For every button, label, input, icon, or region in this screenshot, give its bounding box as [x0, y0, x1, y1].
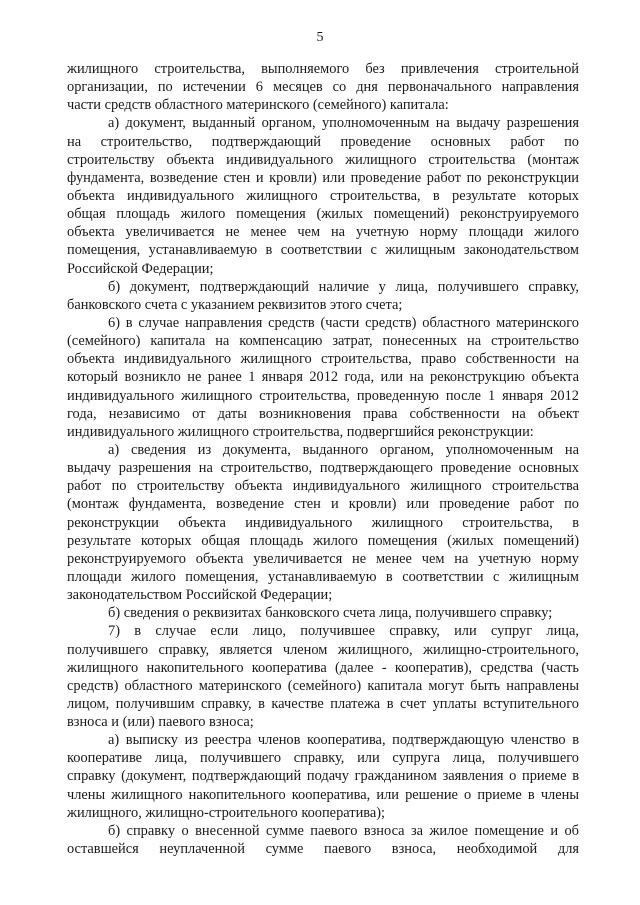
text-line: а) выписку из реестра членов кооператива, подтверждающую членство в: [108, 732, 579, 749]
text-line: члены жилищного накопительного кооператива, или решение о приеме в члены: [67, 786, 579, 803]
text-line: средств) областного материнского (семейного) капитала могут быть направлены: [67, 677, 579, 694]
text-line: реконструируемого объекта увеличивается не менее чем на учетную норму: [67, 550, 579, 567]
text-line: (монтаж фундамента, возведение стен и кровли) или проведение работ по: [67, 496, 579, 513]
text-line: работ по строительству объекта индивидуального жилищного строительства: [67, 478, 579, 495]
text-line: объекта увеличивается не менее чем на учетную норму площади жилого: [67, 224, 579, 241]
text-line: б) справку о внесенной сумме паевого взноса за жилое помещение и об: [108, 822, 579, 839]
text-line: фундамента, возведение стен и кровли) или проведение работ по реконструкции: [67, 169, 579, 186]
text-line: индивидуального жилищного строительства, подвергшийся реконструкции:: [67, 423, 534, 440]
text-line: а) документ, выданный органом, уполномоченным на выдачу разрешения: [108, 115, 579, 132]
text-line: лицом, получившим справку, в качестве платежа в счет уплаты вступительного: [67, 695, 579, 712]
text-line: объекта индивидуального жилищного строительства, в результате которых: [67, 187, 579, 204]
text-line: банковского счета с указанием реквизитов этого счета;: [67, 296, 403, 313]
text-line: оставшейся неуплаченной сумме паевого взноса, необходимой для: [67, 841, 579, 858]
text-line: индивидуального жилищного строительства, проведенную после 1 января 2012: [67, 387, 579, 404]
text-line: Российской Федерации;: [67, 260, 214, 277]
text-line: на строительство, подтверждающий проведение основных работ по: [67, 133, 579, 150]
document-body: [67, 60, 579, 858]
text-line: б) документ, подтверждающий наличие у лица, получившего справку,: [108, 278, 579, 295]
text-line: помещения, устанавливаемую в соответствии с жилищным законодательством: [67, 242, 579, 259]
text-line: справку (документ, подтверждающий подачу гражданином заявления о приеме в: [67, 768, 579, 785]
text-line: организации, по истечении 6 месяцев со дня первоначального направления: [67, 79, 579, 96]
text-line: жилищного накопительного кооператива (далее - кооператив), средства (часть: [67, 659, 579, 676]
page-number: 5: [316, 30, 324, 45]
text-line: общая площадь жилого помещения (жилых помещений) реконструируемого: [67, 206, 579, 223]
text-line: площади жилого помещения, устанавливаемую в соответствии с жилищным: [67, 568, 579, 585]
text-line: выдачу разрешения на строительство, подтверждающего проведение основных: [67, 460, 579, 477]
text-line: части средств областного материнского (семейного) капитала:: [67, 97, 449, 114]
text-line: года, независимо от даты возникновения права собственности на объект: [67, 405, 579, 422]
text-line: кооперативе лица, получившего справку, или супруга лица, получившего: [67, 750, 579, 767]
text-line: получившего справку, является членом жилищного, жилищно-строительного,: [67, 641, 579, 658]
text-line: (семейного) капитала на компенсацию затрат, понесенных на строительство: [67, 333, 579, 350]
text-line: реконструкции объекта индивидуального жилищного строительства, в: [67, 514, 579, 531]
text-line: б) сведения о реквизитах банковского счета лица, получившего справку;: [108, 605, 553, 622]
text-line: законодательством Российской Федерации;: [67, 587, 333, 604]
text-line: 6) в случае направления средств (части средств) областного материнского: [108, 314, 579, 331]
text-line: а) сведения из документа, выданного органом, уполномоченным на: [108, 441, 579, 458]
text-line: взноса и (или) паевого взноса;: [67, 714, 254, 731]
text-line: 7) в случае если лицо, получившее справку, или супруг лица,: [108, 623, 579, 640]
text-line: объекта индивидуального жилищного строительства, право собственности на: [67, 351, 579, 368]
text-line: жилищного, жилищно-строительного кооператива);: [67, 804, 386, 821]
text-line: строительству объекта индивидуального жилищного строительства (монтаж: [67, 151, 579, 168]
text-line: жилищного строительства, выполняемого без привлечения строительной: [67, 61, 579, 77]
text-line: результате которых общая площадь жилого помещения (жилых помещений): [67, 532, 579, 549]
text-line: который возникло не ранее 1 января 2012 года, или на реконструкцию объекта: [67, 369, 579, 386]
